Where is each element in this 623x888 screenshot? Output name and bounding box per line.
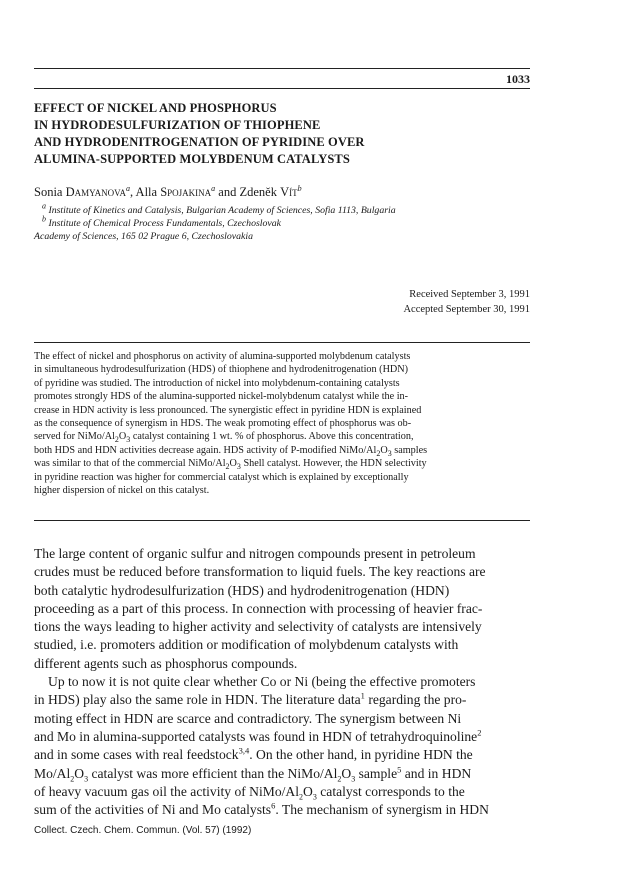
abstract-line: served for NiMo/$Al_2O_3$ catalyst containing 1 wt. % of phosphorus. Above this concentration,: [34, 431, 414, 445]
author-affiliation-mark: b: [297, 183, 302, 193]
title-line: ALUMINA-SUPPORTED MOLYBDENUM CATALYSTS: [34, 152, 350, 166]
body-line: tions the ways leading to higher activity and selectivity of catalysts are intensively: [34, 619, 482, 635]
header-rule: [34, 68, 530, 69]
citation-ref: 6: [271, 800, 276, 811]
body-line: studied, i.e. promoters addition or modification of molybdenum catalysts with: [34, 637, 459, 653]
abstract-line: was similar to that of the commercial NiMo/$Al_2O_3$ Shell catalyst. However, the HDN selectivity: [34, 458, 427, 472]
title-line: EFFECT OF NICKEL AND PHOSPHORUS: [34, 101, 277, 115]
affiliations: [34, 201, 544, 243]
citation-ref: 2: [477, 727, 482, 738]
citation-ref: 1: [360, 690, 365, 701]
abstract-line: The effect of nickel and phosphorus on activity of alumina-supported molybdenum catalysts: [34, 351, 411, 362]
abstract-line: as the consequence of synergism in HDS. The weak promoting effect of phosphorus was ob-: [34, 418, 412, 430]
affiliation-b: $^b$ Institute of Chemical Process Fundamentals, Czechoslovak: [42, 214, 281, 229]
body-line: both catalytic hydrodesulfurization (HDS) and hydrodenitrogenation (HDN): [34, 582, 450, 598]
author-first-name: Sonia: [34, 185, 66, 199]
abstract-line: crease in HDN activity is less pronounced. The synergistic effect in pyridine HDN is explained: [34, 404, 422, 416]
manuscript-dates: [403, 287, 530, 317]
citation-ref: 5: [397, 764, 402, 775]
author-surname: Vít: [280, 185, 298, 199]
affiliation-a: $^a$ Institute of Kinetics and Catalysis, Bulgarian Academy of Sciences, Sofia 1113, Bulgaria: [42, 201, 396, 216]
received-date: Received September 3, 1991: [409, 289, 530, 300]
body-line: Up to now it is not quite clear whether Co or Ni (being the effective promoters: [48, 674, 476, 690]
author-separator: , Alla: [129, 185, 161, 199]
citation-ref: 3,4: [238, 745, 250, 756]
abstract-line: of pyridine was studied. The introduction of nickel into molybdenum-containing catalysts: [34, 377, 400, 389]
author-separator: and Zdeněk: [215, 185, 281, 199]
author-affiliation-mark: a: [125, 183, 130, 193]
author-list: [34, 185, 302, 200]
abstract-line: in pyridine reaction was higher for commercial catalyst which is explained by exceptionally: [34, 471, 409, 483]
body-line: crudes must be reduced before transformation to liquid fuels. The key reactions are: [34, 564, 486, 580]
body-text: [34, 545, 530, 819]
affiliation-b-continued: Academy of Sciences, 165 02 Prague 6, Czechoslovakia: [34, 231, 254, 242]
body-line: and Mo in alumina-supported catalysts was found in HDN of tetrahydroquinoline$^2$: [34, 727, 482, 744]
author-surname: Spojakina: [160, 185, 212, 199]
title-line: IN HYDRODESULFURIZATION OF THIOPHENE: [34, 118, 321, 132]
abstract-bottom-rule: [34, 520, 530, 521]
body-line: and in some cases with real feedstock$^{3,4}$. On the other hand, in pyridine HDN the: [34, 745, 473, 763]
body-line: different agents such as phosphorus compounds.: [34, 655, 298, 671]
abstract-top-rule: [34, 342, 530, 343]
abstract-line: higher dispersion of nickel on this catalyst.: [34, 485, 210, 497]
body-line: sum of the activities of Ni and Mo catalysts$^6$. The mechanism of synergism in HDN: [34, 800, 489, 818]
author-surname: Damyanova: [65, 185, 126, 199]
header-rule-bottom: [34, 88, 530, 89]
body-line: $Mo/Al_2O_3$ catalyst was more efficient than the NiMo/$Al_2O_3$ sample$^5$ and in HDN: [34, 764, 472, 784]
body-line: of heavy vacuum gas oil the activity of NiMo/$Al_2O_3$ catalyst corresponds to the: [34, 783, 465, 802]
body-line: in HDS) play also the same role in HDN. The literature data$^1$ regarding the pro-: [34, 690, 467, 708]
body-line: proceeding as a part of this process. In connection with processing of heavier frac-: [34, 600, 483, 616]
body-line: moting effect in HDN are scarce and contradictory. The synergism between Ni: [34, 710, 462, 726]
body-line: The large content of organic sulfur and nitrogen compounds present in petroleum: [34, 546, 476, 561]
author-affiliation-mark: a: [211, 183, 216, 193]
accepted-date: Accepted September 30, 1991: [403, 304, 530, 315]
abstract-line: both HDS and HDN activities decrease again. HDS activity of P-modified NiMo/$Al_2O_3$ samples: [34, 444, 428, 458]
abstract-line: promotes strongly HDS of the alumina-supported nickel-molybdenum catalyst while the in-: [34, 391, 409, 403]
abstract-line: in simultaneous hydrodesulfurization (HDS) of thiophene and hydrodenitrogenation (HDN): [34, 364, 409, 376]
page-number: 1033: [506, 72, 530, 86]
title-line: AND HYDRODENITROGENATION OF PYRIDINE OVER: [34, 135, 365, 149]
abstract: [34, 350, 530, 497]
journal-footer: Collect. Czech. Chem. Commun. (Vol. 57) (1992): [34, 825, 252, 836]
article-title: [34, 100, 534, 168]
